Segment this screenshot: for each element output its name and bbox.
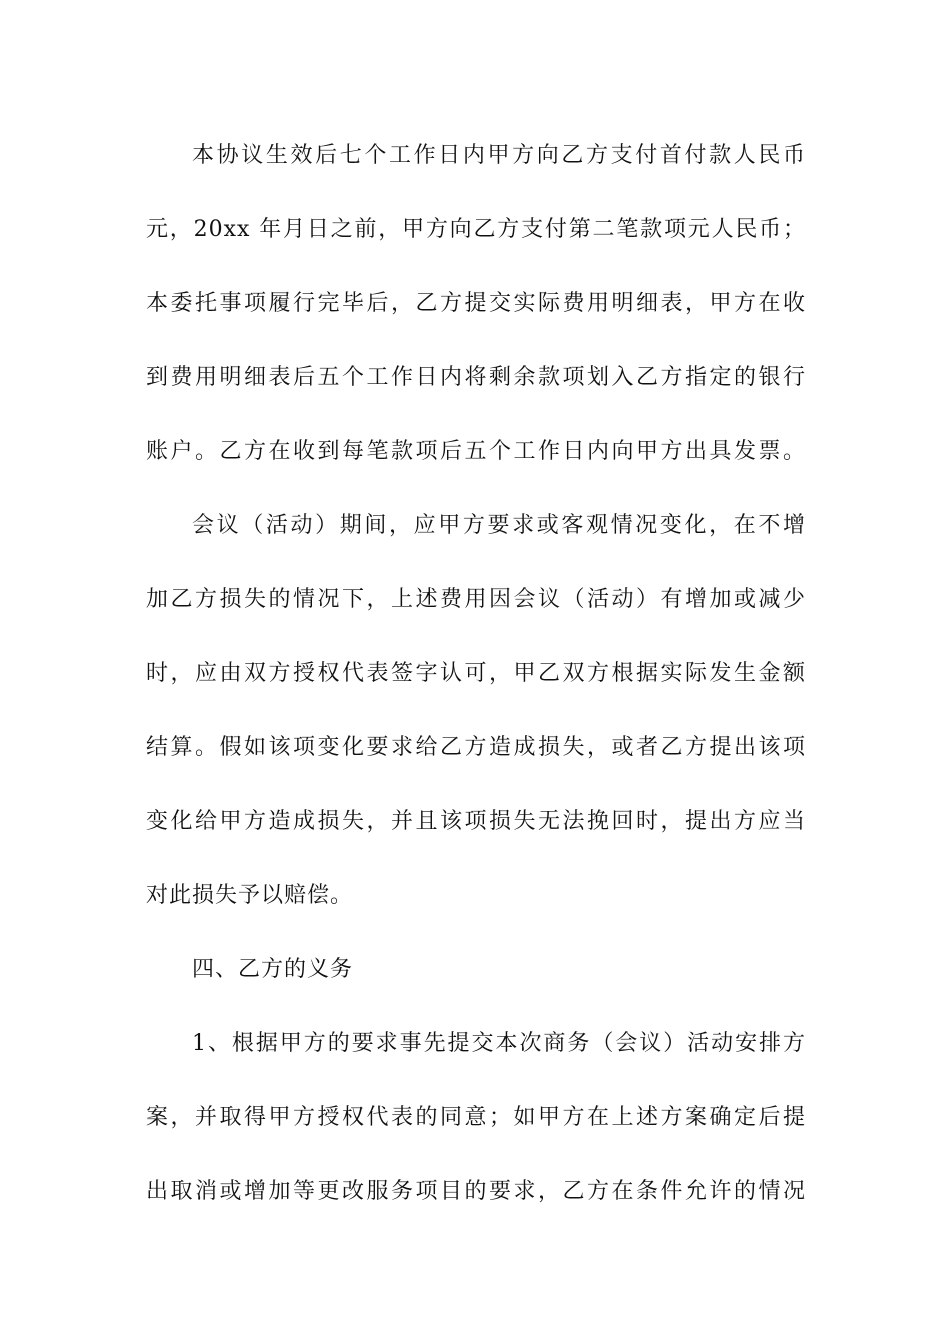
- paragraph-1-line-2: 元，20xx 年月日之前，甲方向乙方支付第二笔款项元人民币；: [146, 217, 806, 242]
- paragraph-1-line-4: 到费用明细表后五个工作日内将剩余款项划入乙方指定的银行: [146, 365, 806, 390]
- paragraph-2-line-6: 对此损失予以赔偿。: [146, 883, 354, 908]
- paragraph-2-line-3: 时，应由双方授权代表签字认可，甲乙双方根据实际发生金额: [146, 661, 806, 686]
- section-heading: 四、乙方的义务: [192, 957, 354, 982]
- paragraph-4-line-3: 出取消或增加等更改服务项目的要求，乙方在条件允许的情况: [146, 1179, 806, 1204]
- paragraph-1-line-3: 本委托事项履行完毕后，乙方提交实际费用明细表，甲方在收: [146, 291, 806, 316]
- paragraph-2-line-5: 变化给甲方造成损失，并且该项损失无法挽回时，提出方应当: [146, 809, 806, 834]
- paragraph-2-line-2: 加乙方损失的情况下，上述费用因会议（活动）有增加或减少: [146, 587, 806, 612]
- paragraph-4-line-2: 案，并取得甲方授权代表的同意；如甲方在上述方案确定后提: [146, 1105, 806, 1130]
- paragraph-2-line-4: 结算。假如该项变化要求给乙方造成损失，或者乙方提出该项: [146, 735, 806, 760]
- paragraph-2-line-1: 会议（活动）期间，应甲方要求或客观情况变化，在不增: [192, 513, 806, 538]
- paragraph-1-line-1: 本协议生效后七个工作日内甲方向乙方支付首付款人民币: [192, 143, 806, 168]
- paragraph-4-line-1: 1、根据甲方的要求事先提交本次商务（会议）活动安排方: [192, 1031, 806, 1056]
- paragraph-1-line-5: 账户。乙方在收到每笔款项后五个工作日内向甲方出具发票。: [146, 439, 806, 464]
